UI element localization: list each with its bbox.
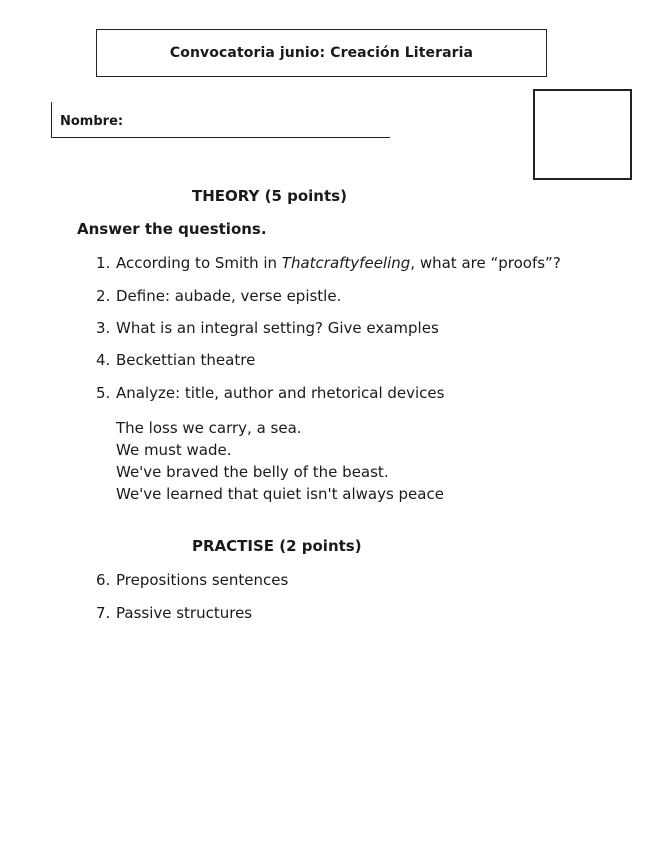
exam-title: Convocatoria junio: Creación Literaria (169, 45, 474, 61)
question-text: Define: aubade, verse epistle. (116, 287, 342, 305)
question-number: 1. (96, 254, 111, 272)
question-number: 6. (96, 571, 111, 589)
question-text: Analyze: title, author and rhetorical devices (116, 384, 445, 402)
name-field[interactable] (51, 102, 390, 138)
question-text-italic: Thatcraftyfeeling (281, 254, 411, 272)
poem-excerpt (116, 417, 444, 505)
poem-line: We must wade. (116, 441, 232, 459)
question-number: 7. (96, 604, 111, 622)
exam-title-box (96, 29, 547, 77)
question-number: 5. (96, 384, 111, 402)
practise-heading: PRACTISE (2 points) (192, 537, 362, 555)
question-number: 4. (96, 351, 111, 369)
question-text: Prepositions sentences (116, 571, 289, 589)
poem-line: We've learned that quiet isn't always peace (116, 485, 444, 503)
question-2 (96, 287, 341, 305)
question-text: Passive structures (116, 604, 253, 622)
question-4 (96, 351, 255, 369)
question-5 (96, 384, 444, 402)
question-text: , what are “proofs”? (410, 254, 561, 272)
question-text: Beckettian theatre (116, 351, 256, 369)
photo-box (533, 89, 632, 180)
question-number: 2. (96, 287, 111, 305)
theory-heading: THEORY (5 points) (192, 187, 347, 205)
poem-line: The loss we carry, a sea. (116, 419, 302, 437)
question-3 (96, 319, 439, 337)
poem-line: We've braved the belly of the beast. (116, 463, 389, 481)
question-1 (96, 254, 561, 272)
question-text: What is an integral setting? Give examples (116, 319, 439, 337)
name-label: Nombre: (60, 114, 124, 129)
question-text: According to Smith in (116, 254, 282, 272)
theory-instruction: Answer the questions. (77, 220, 267, 238)
question-7 (96, 604, 252, 622)
question-6 (96, 571, 288, 589)
question-number: 3. (96, 319, 111, 337)
